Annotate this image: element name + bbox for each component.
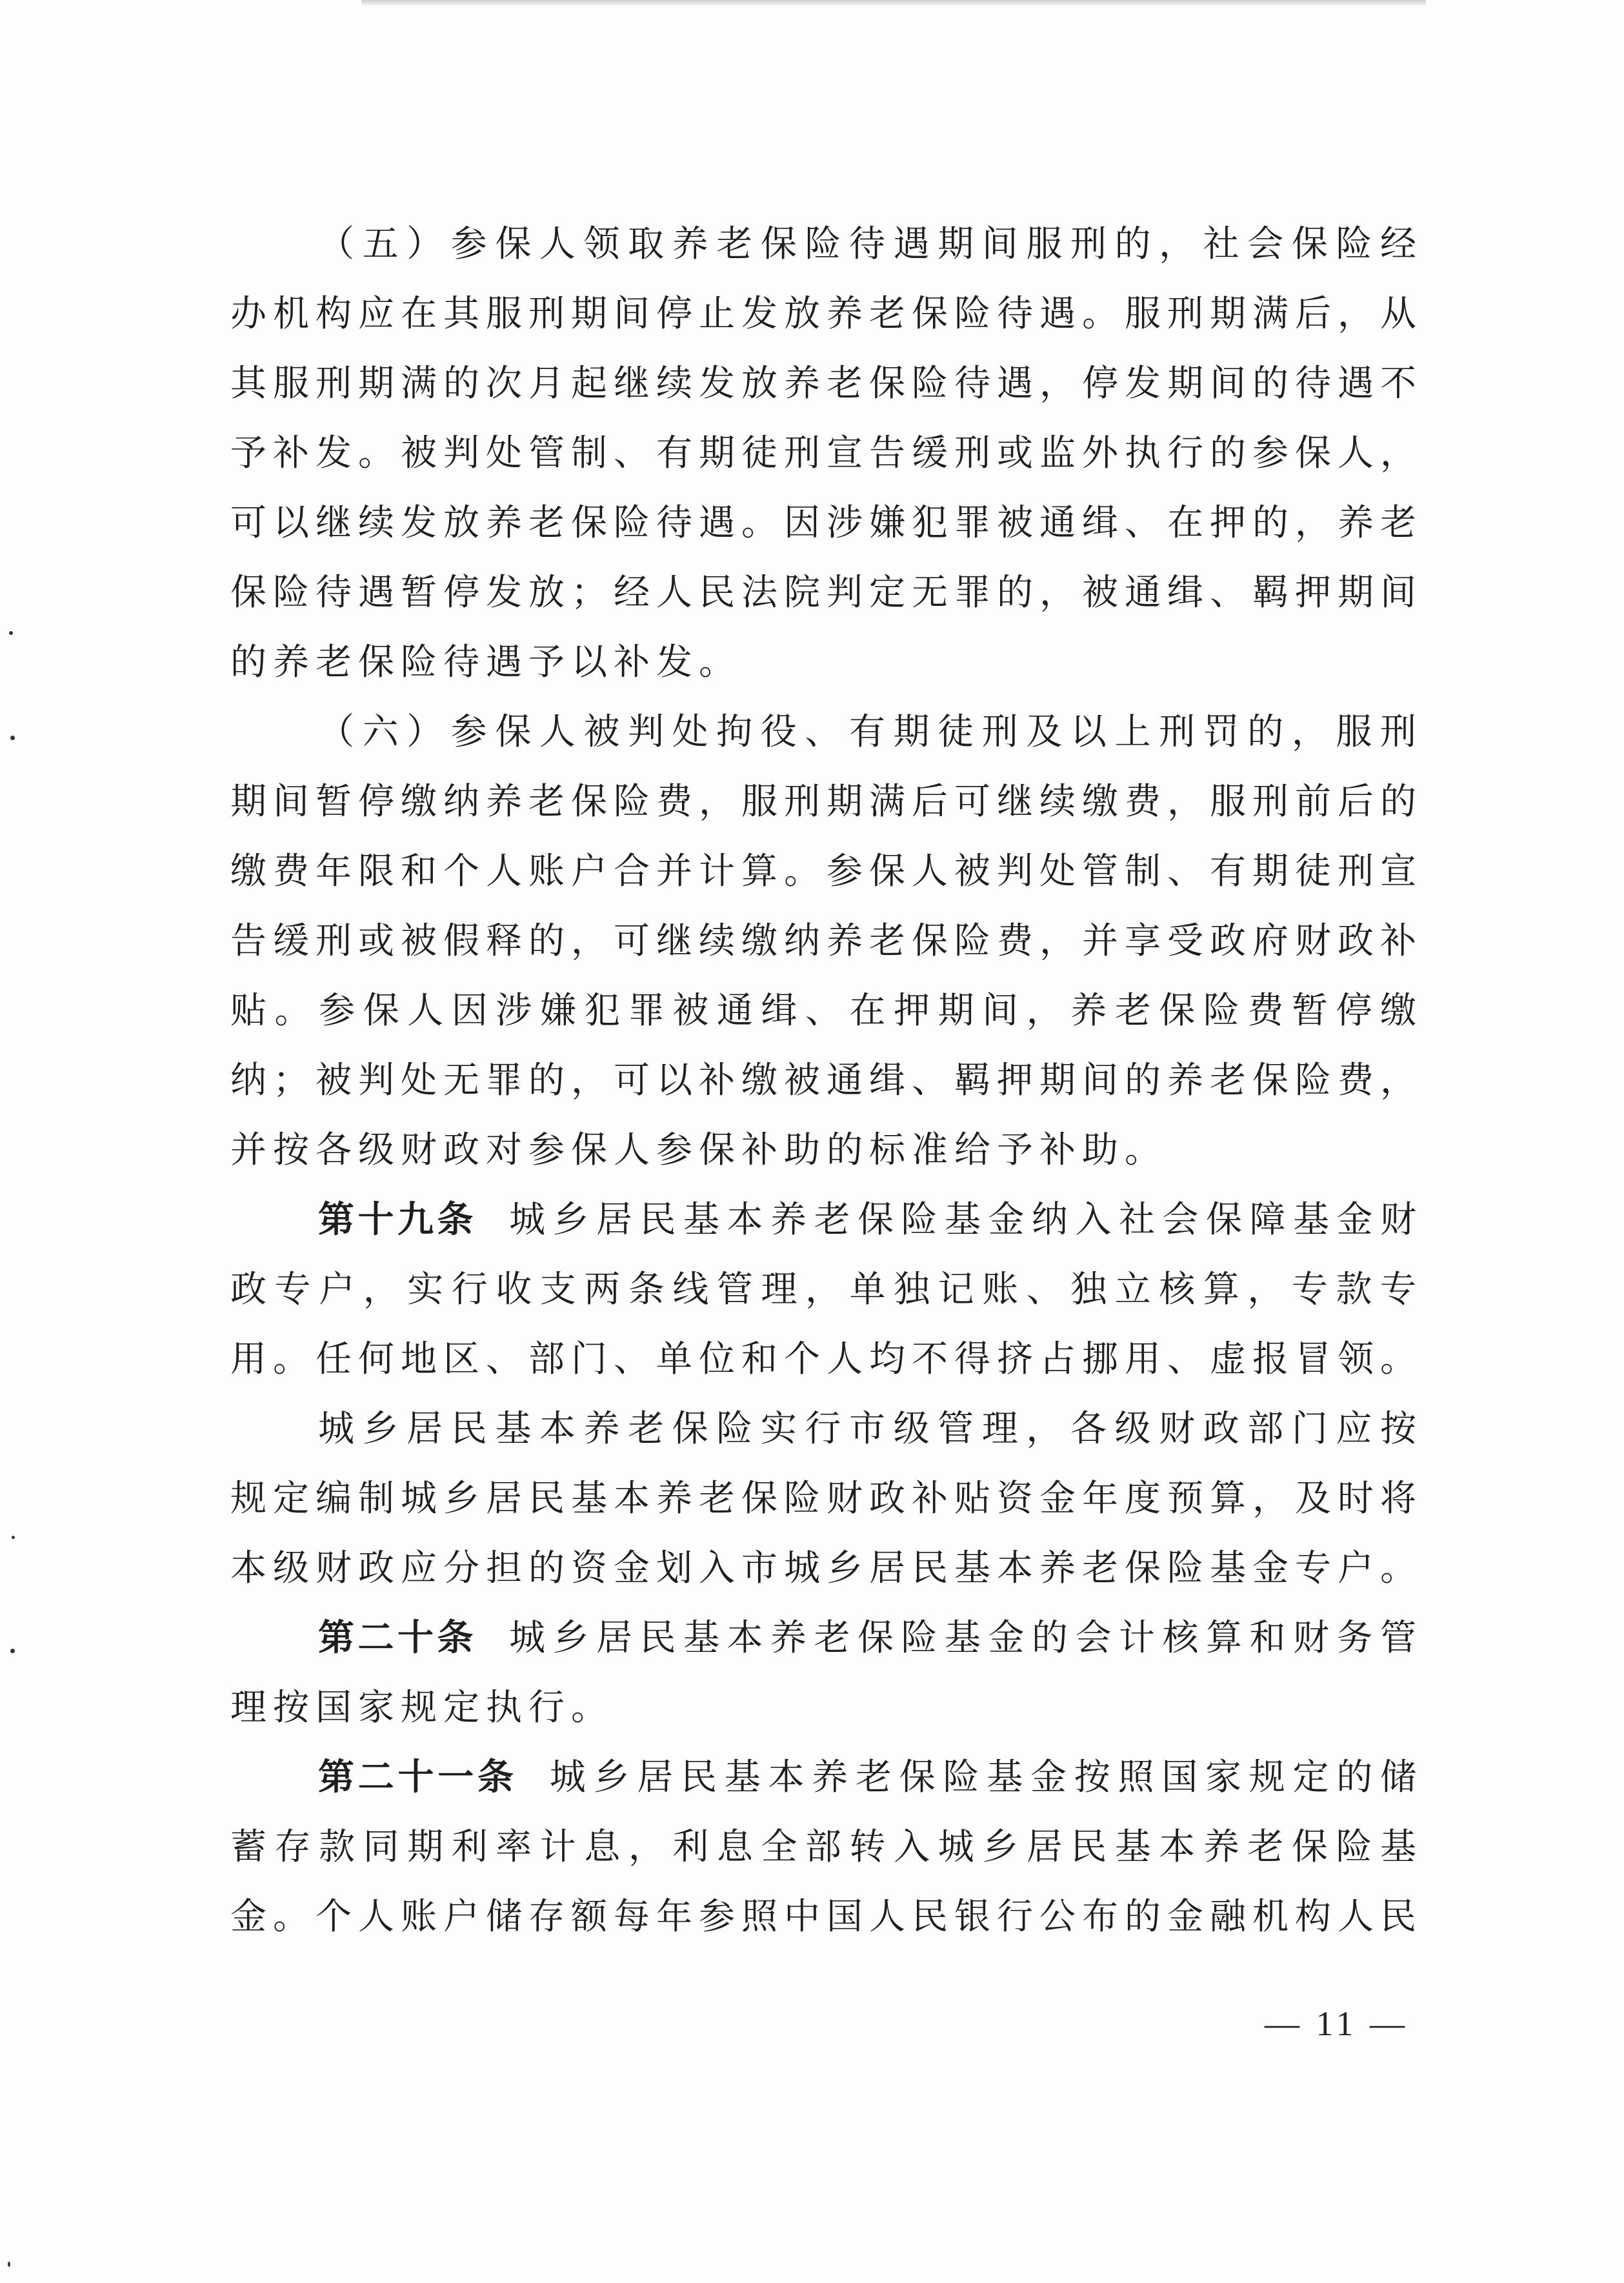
paragraph-text: （六）参保人被判处拘役、有期徒刑及以上刑罚的，服刑期间暂停缴纳养老保险费，服刑期满后可继续缴费，服刑前后的缴费年限和个人账户合并计算。参保人被判处管制、有期徒刑宣告缓刑或被假释的，可继续缴纳养老保险费，并享受政府财政补贴。参保人因涉嫌犯罪被通缉、在押期间，养老保险费暂停缴纳；被判处无罪的，可以补缴被通缉、羁押期间的养老保险费，并按各级财政对参保人参保补助的标准给予补助。 [230,711,1423,1171]
article-19-paragraph-2 [230,1394,1423,1604]
paragraph-text: 城乡居民基本养老保险实行市级管理，各级财政部门应按规定编制城乡居民基本养老保险财政补贴资金年度预算，及时将本级财政应分担的资金划入市城乡居民基本养老保险基金专户。 [230,1408,1423,1589]
article-number: 第二十条 [318,1617,477,1659]
scan-edge-shadow [361,0,1426,6]
page-number: — 11 — [1265,2004,1408,2043]
document-body [230,210,1423,1952]
scan-speck [12,1536,15,1539]
paragraph-text: 城乡居民基本养老保险基金按照国家规定的储蓄存款同期利率计息，利息全部转入城乡居民基本养老保险基金。个人账户储存额每年参照中国人民银行公布的金融机构人民 [230,1756,1423,1938]
scan-speck [8,2262,10,2267]
paragraph-item-6 [230,698,1423,1185]
paragraph-text: 城乡居民基本养老保险基金纳入社会保障基金财政专户，实行收支两条线管理，单独记账、独立核算，专款专用。任何地区、部门、单位和个人均不得挤占挪用、虚报冒领。 [230,1199,1423,1380]
scan-speck [10,736,15,740]
article-number: 第十九条 [318,1199,477,1241]
paragraph-text: （五）参保人领取养老保险待遇期间服刑的，社会保险经办机构应在其服刑期间停止发放养老保险待遇。服刑期满后，从其服刑期满的次月起继续发放养老保险待遇，停发期间的待遇不予补发。被判处管制、有期徒刑宣告缓刑或监外执行的参保人，可以继续发放养老保险待遇。因涉嫌犯罪被通缉、在押的，养老保险待遇暂停发放；经人民法院判定无罪的，被通缉、羁押期间的养老保险待遇予以补发。 [230,223,1423,683]
paragraph-item-5 [230,210,1423,698]
article-20 [230,1604,1423,1743]
paragraph-text: 城乡居民基本养老保险基金的会计核算和财务管理按国家规定执行。 [230,1617,1423,1729]
scan-speck [10,1649,15,1653]
article-19 [230,1185,1423,1394]
article-number: 第二十一条 [318,1756,517,1798]
article-21 [230,1743,1423,1952]
scan-speck [9,631,13,635]
